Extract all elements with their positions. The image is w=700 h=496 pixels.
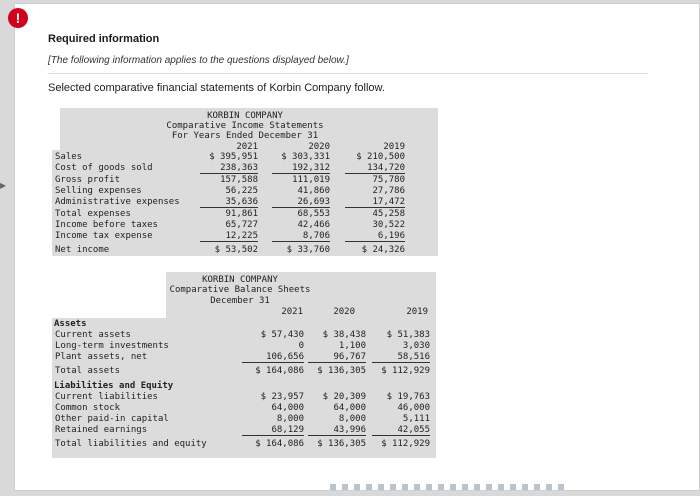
balance-year: 2021 <box>281 307 303 317</box>
liability-row-label: Retained earnings <box>55 425 148 435</box>
balance-period: December 31 <box>210 296 270 306</box>
income-row-label: Total expenses <box>55 209 131 219</box>
income-value: 75,780 <box>372 175 405 185</box>
liability-row-value: $ 136,305 <box>317 439 366 449</box>
income-value: $ 395,951 <box>209 152 258 162</box>
liability-row-value: 5,111 <box>402 414 430 424</box>
liability-row-value: 64,000 <box>271 403 304 413</box>
divider <box>48 73 648 74</box>
income-value: 8,706 <box>272 231 330 242</box>
asset-row-label: Plant assets, net <box>55 352 148 362</box>
liability-row-value: 8,000 <box>338 414 366 424</box>
asset-row-value: 3,030 <box>402 341 430 351</box>
asset-row-value: $ 164,086 <box>255 366 304 376</box>
income-year: 2019 <box>383 142 405 152</box>
asset-row-value: $ 57,430 <box>260 330 304 340</box>
income-value: $ 303,331 <box>281 152 330 162</box>
asset-row-value: 96,767 <box>308 352 366 363</box>
income-value: 238,363 <box>200 163 258 174</box>
income-value: 134,720 <box>345 163 405 174</box>
income-value: $ 53,502 <box>214 245 258 255</box>
balance-year: 2020 <box>333 307 355 317</box>
income-value: 56,225 <box>225 186 258 196</box>
intro-text: Selected comparative financial statements of Korbin Company follow. <box>48 82 385 94</box>
income-value: 91,861 <box>225 209 258 219</box>
liability-row-value: 43,996 <box>308 425 366 436</box>
asset-row-value: 1,100 <box>338 341 366 351</box>
income-row-label: Cost of goods sold <box>55 163 153 173</box>
income-value: 6,196 <box>345 231 405 242</box>
income-value: 30,522 <box>372 220 405 230</box>
liability-row-value: 42,055 <box>372 425 430 436</box>
balance-title: Comparative Balance Sheets <box>169 285 311 295</box>
income-value: 42,466 <box>297 220 330 230</box>
income-row-label: Gross profit <box>55 175 121 185</box>
asset-row-value: 106,656 <box>242 352 304 363</box>
liability-row-label: Other paid-in capital <box>55 414 169 424</box>
income-value: $ 33,760 <box>286 245 330 255</box>
asset-row-value: $ 136,305 <box>317 366 366 376</box>
asset-row-value: 58,516 <box>372 352 430 363</box>
income-row-label: Selling expenses <box>55 186 142 196</box>
cutoff-content <box>330 484 570 490</box>
income-value: 12,225 <box>200 231 258 242</box>
balance-year: 2019 <box>406 307 428 317</box>
income-value: $ 210,500 <box>356 152 405 162</box>
liability-row-label: Current liabilities <box>55 392 158 402</box>
income-row-label: Income tax expense <box>55 231 153 241</box>
income-value: 157,588 <box>220 175 258 185</box>
asset-row-label: Current assets <box>55 330 131 340</box>
income-row-label: Administrative expenses <box>55 197 180 207</box>
income-year: 2021 <box>236 142 258 152</box>
income-period: For Years Ended December 31 <box>171 131 319 141</box>
income-title: Comparative Income Statements <box>166 121 324 131</box>
asset-row-value: $ 38,438 <box>322 330 366 340</box>
asset-row-value: 0 <box>298 341 304 351</box>
liability-row-value: $ 23,957 <box>260 392 304 402</box>
alert-icon: ! <box>8 8 28 28</box>
asset-row-value: $ 51,383 <box>386 330 430 340</box>
liabilities-equity-heading: Liabilities and Equity <box>54 381 174 391</box>
income-value: 65,727 <box>225 220 258 230</box>
income-value: 35,636 <box>200 197 258 208</box>
income-value: 192,312 <box>272 163 330 174</box>
income-value: $ 24,326 <box>361 245 405 255</box>
income-year: 2020 <box>308 142 330 152</box>
liability-row-value: $ 20,309 <box>322 392 366 402</box>
instruction-note: [The following information applies to the questions displayed below.] <box>48 55 349 66</box>
liability-row-value: $ 19,763 <box>386 392 430 402</box>
side-arrow-icon: ▸ <box>0 178 7 192</box>
income-value: 26,693 <box>272 197 330 208</box>
income-value: 27,786 <box>372 186 405 196</box>
liability-row-value: $ 112,929 <box>381 439 430 449</box>
liability-row-value: 68,129 <box>242 425 304 436</box>
income-company: KORBIN COMPANY <box>207 111 283 121</box>
assets-heading: Assets <box>54 319 87 329</box>
balance-company: KORBIN COMPANY <box>202 275 278 285</box>
income-value: 68,553 <box>297 209 330 219</box>
income-value: 45,258 <box>372 209 405 219</box>
liability-row-value: $ 164,086 <box>255 439 304 449</box>
income-value: 17,472 <box>345 197 405 208</box>
required-information-title: Required information <box>48 33 160 45</box>
liability-row-label: Common stock <box>55 403 121 413</box>
liability-row-value: 64,000 <box>333 403 366 413</box>
liability-row-value: 8,000 <box>276 414 304 424</box>
liability-row-value: 46,000 <box>397 403 430 413</box>
income-value: 111,019 <box>292 175 330 185</box>
liability-row-label: Total liabilities and equity <box>55 439 207 449</box>
asset-row-label: Total assets <box>55 366 121 376</box>
income-row-label: Sales <box>55 152 83 162</box>
income-row-label: Net income <box>55 245 110 255</box>
income-row-label: Income before taxes <box>55 220 158 230</box>
asset-row-label: Long-term investments <box>55 341 169 351</box>
income-value: 41,860 <box>297 186 330 196</box>
asset-row-value: $ 112,929 <box>381 366 430 376</box>
